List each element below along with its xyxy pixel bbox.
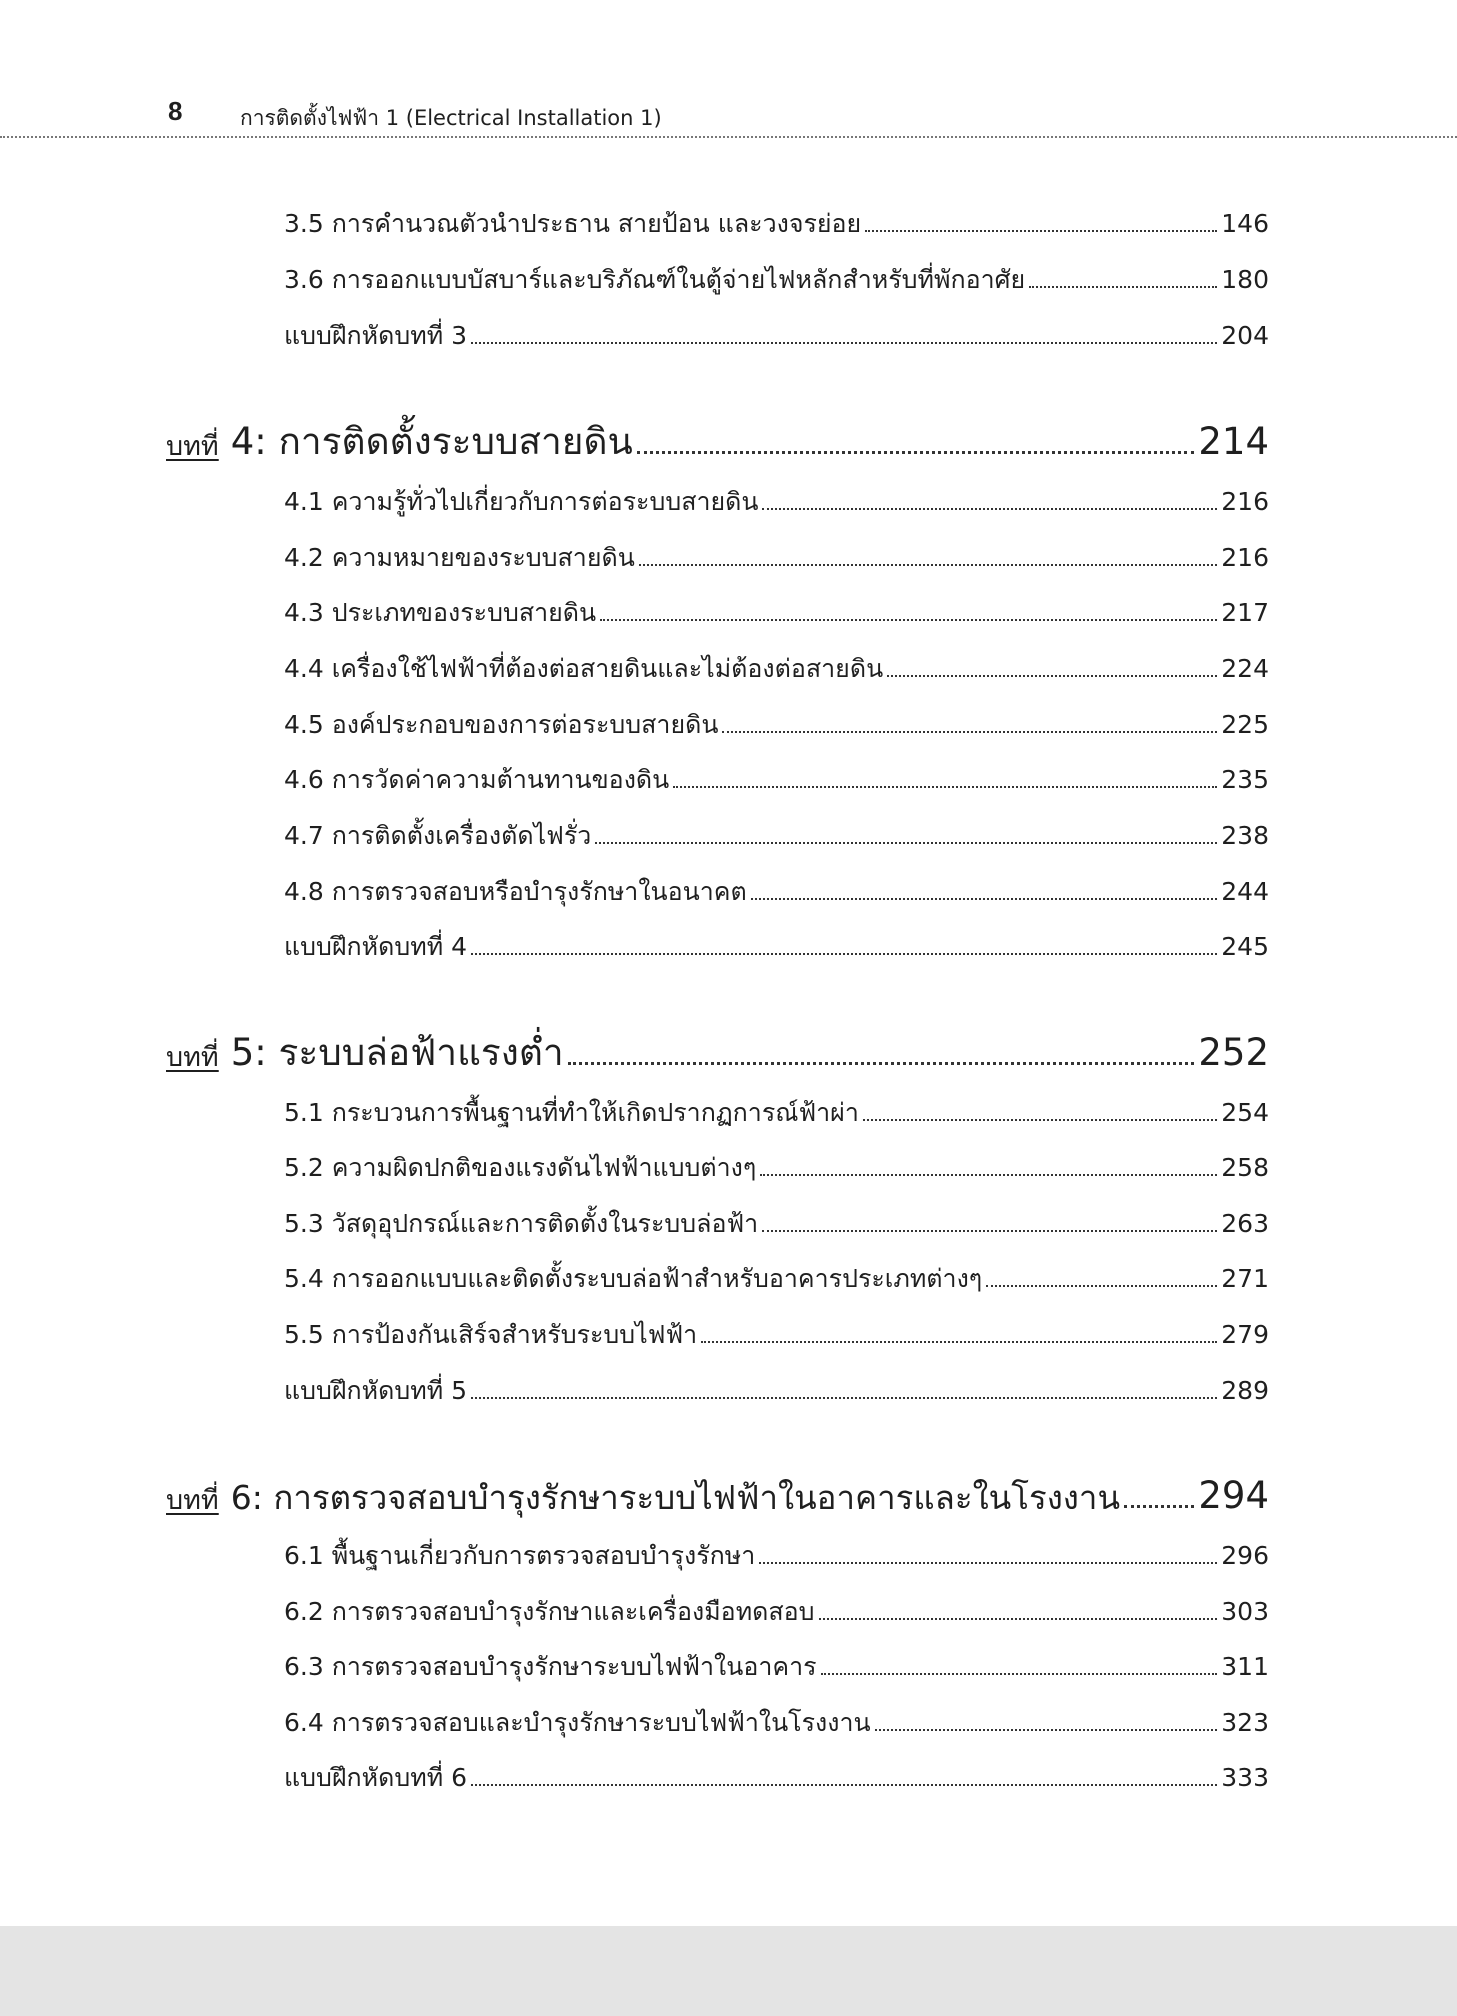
dot-leader — [471, 1397, 1217, 1399]
chapter-label: บทที่ — [166, 1042, 219, 1073]
dot-leader — [821, 1673, 1218, 1675]
toc-entry-title: 6.3 การตรวจสอบบำรุงรักษาระบบไฟฟ้าในอาคาร — [284, 1652, 817, 1681]
chapter-label: บทที่ — [166, 1485, 219, 1516]
toc-entry-page: 216 — [1221, 487, 1269, 516]
chapter-page: 252 — [1198, 1031, 1269, 1074]
toc-entry-page: 204 — [1221, 321, 1269, 350]
toc-entry-page: 217 — [1221, 598, 1269, 627]
toc-entry-title: 5.4 การออกแบบและติดตั้งระบบล่อฟ้าสำหรับอาคารประเภทต่างๆ — [284, 1264, 983, 1293]
toc-entry-title: 5.5 การป้องกันเสิร์จสำหรับระบบไฟฟ้า — [284, 1320, 698, 1349]
chapter-label: บทที่ — [166, 431, 219, 462]
toc-entry[interactable] — [284, 697, 1269, 737]
chapter-title: 6: การตรวจสอบบำรุงรักษาระบบไฟฟ้าในอาคารและในโรงงาน — [230, 1478, 1121, 1517]
toc-entry[interactable] — [284, 1196, 1269, 1236]
toc-entry-title: 4.5 องค์ประกอบของการต่อระบบสายดิน — [284, 710, 719, 739]
toc-entry[interactable] — [284, 474, 1269, 514]
toc-entry[interactable] — [284, 752, 1269, 792]
toc-entry-title: 6.2 การตรวจสอบบำรุงรักษาและเครื่องมือทดสอบ — [284, 1597, 815, 1626]
toc-entry[interactable] — [284, 1307, 1269, 1347]
dot-leader — [863, 1119, 1217, 1121]
toc-entry-title: 5.2 ความผิดปกติของแรงดันไฟฟ้าแบบต่างๆ — [284, 1153, 757, 1182]
dot-leader — [762, 1230, 1217, 1232]
toc-entry-page: 225 — [1221, 710, 1269, 739]
chapter-heading[interactable] — [166, 408, 1269, 463]
dot-leader — [1029, 286, 1217, 288]
dot-leader — [471, 1784, 1217, 1786]
toc-entry-page: 263 — [1221, 1209, 1269, 1238]
dot-leader — [595, 842, 1217, 844]
toc-entry[interactable] — [284, 1584, 1269, 1624]
toc-entry-page: 323 — [1221, 1708, 1269, 1737]
toc-entry[interactable] — [284, 1639, 1269, 1679]
toc-entry-title: แบบฝึกหัดบทที่ 6 — [284, 1763, 468, 1792]
toc-entry-page: 279 — [1221, 1320, 1269, 1349]
toc-entry-title: 5.3 วัสดุอุปกรณ์และการติดตั้งในระบบล่อฟ้า — [284, 1209, 759, 1238]
chapter-heading[interactable] — [166, 1019, 1269, 1074]
toc-entry-title: 6.1 พื้นฐานเกี่ยวกับการตรวจสอบบำรุงรักษา — [284, 1541, 756, 1570]
dot-leader — [875, 1729, 1218, 1731]
toc-entry[interactable] — [284, 530, 1269, 570]
toc-entry[interactable] — [284, 1085, 1269, 1125]
toc-entry-page: 180 — [1221, 265, 1269, 294]
dot-leader — [751, 898, 1218, 900]
toc-entry-page: 245 — [1221, 932, 1269, 961]
toc-entry[interactable] — [284, 1695, 1269, 1735]
toc-entry-title: 3.5 การคำนวณตัวนำประธาน สายป้อน และวงจรย่อย — [284, 209, 862, 238]
dot-leader — [887, 675, 1217, 677]
toc-entry-title: 5.1 กระบวนการพื้นฐานที่ทำให้เกิดปรากฏการณ์ฟ้าผ่า — [284, 1098, 859, 1127]
toc-entry-title: 3.6 การออกแบบบัสบาร์และบริภัณฑ์ในตู้จ่ายไฟหลักสำหรับที่พักอาศัย — [284, 265, 1026, 294]
chapter-page: 214 — [1198, 420, 1269, 463]
toc-entry-page: 254 — [1221, 1098, 1269, 1127]
toc-entry-title: 6.4 การตรวจสอบและบำรุงรักษาระบบไฟฟ้าในโรงงาน — [284, 1708, 871, 1737]
toc-entry-page: 146 — [1221, 209, 1269, 238]
toc-entry[interactable] — [284, 585, 1269, 625]
toc-entry-page: 224 — [1221, 654, 1269, 683]
toc-entry[interactable] — [284, 864, 1269, 904]
dot-leader — [760, 1174, 1217, 1176]
toc-entry[interactable] — [284, 808, 1269, 848]
toc-entry-title: 4.4 เครื่องใช้ไฟฟ้าที่ต้องต่อสายดินและไม่ต้องต่อสายดิน — [284, 654, 884, 683]
dot-leader — [600, 619, 1217, 621]
toc-entry[interactable] — [284, 1750, 1269, 1790]
dot-leader — [637, 451, 1195, 454]
toc-entry[interactable] — [284, 196, 1269, 236]
chapter-title: 4: การติดตั้งระบบสายดิน — [230, 420, 633, 463]
chapter-heading[interactable] — [166, 1462, 1269, 1517]
toc-entry-page: 235 — [1221, 765, 1269, 794]
toc-entry[interactable] — [284, 308, 1269, 348]
toc-entry[interactable] — [284, 1140, 1269, 1180]
dot-leader — [673, 786, 1217, 788]
toc-entry[interactable] — [284, 1528, 1269, 1568]
toc-entry-title: แบบฝึกหัดบทที่ 5 — [284, 1376, 468, 1405]
toc-entry-page: 258 — [1221, 1153, 1269, 1182]
dot-leader — [568, 1062, 1195, 1065]
toc-entry-title: 4.3 ประเภทของระบบสายดิน — [284, 598, 597, 627]
page-number: 8 — [168, 96, 183, 126]
toc-entry-page: 216 — [1221, 543, 1269, 572]
toc-entry[interactable] — [284, 1363, 1269, 1403]
dot-leader — [759, 1562, 1217, 1564]
toc-entry-title: 4.6 การวัดค่าความต้านทานของดิน — [284, 765, 670, 794]
toc-entry-page: 244 — [1221, 877, 1269, 906]
dot-leader — [762, 508, 1217, 510]
chapter-title: 5: ระบบล่อฟ้าแรงต่ำ — [230, 1031, 564, 1074]
dot-leader — [1124, 1505, 1194, 1508]
toc-entry-title: 4.7 การติดตั้งเครื่องตัดไฟรั่ว — [284, 821, 592, 850]
dot-leader — [471, 953, 1217, 955]
toc-entry-page: 296 — [1221, 1541, 1269, 1570]
dot-leader — [722, 731, 1217, 733]
footer-band — [0, 1926, 1457, 2016]
toc-entry-page: 311 — [1221, 1652, 1269, 1681]
chapter-page: 294 — [1198, 1474, 1269, 1517]
toc-entry-title: 4.2 ความหมายของระบบสายดิน — [284, 543, 635, 572]
toc-entry[interactable] — [284, 919, 1269, 959]
dot-leader — [471, 342, 1217, 344]
toc-entry-title: 4.8 การตรวจสอบหรือบำรุงรักษาในอนาคต — [284, 877, 747, 906]
toc-entry-title: แบบฝึกหัดบทที่ 3 — [284, 321, 468, 350]
dot-leader — [986, 1285, 1217, 1287]
toc-entry-page: 303 — [1221, 1597, 1269, 1626]
dot-leader — [701, 1341, 1217, 1343]
dot-leader — [819, 1618, 1218, 1620]
toc-entry[interactable] — [284, 1251, 1269, 1291]
running-header — [0, 96, 1457, 138]
toc-entry-title: 4.1 ความรู้ทั่วไปเกี่ยวกับการต่อระบบสายดิน — [284, 487, 759, 516]
book-title: การติดตั้งไฟฟ้า 1 (Electrical Installation 1) — [240, 106, 662, 130]
toc-entry-page: 238 — [1221, 821, 1269, 850]
dot-leader — [639, 564, 1217, 566]
toc-entry-title: แบบฝึกหัดบทที่ 4 — [284, 932, 468, 961]
toc-entry-page: 289 — [1221, 1376, 1269, 1405]
toc-entry[interactable] — [284, 641, 1269, 681]
toc-entry-page: 333 — [1221, 1763, 1269, 1792]
toc-entry-page: 271 — [1221, 1264, 1269, 1293]
dot-leader — [865, 230, 1217, 232]
toc-entry[interactable] — [284, 252, 1269, 292]
